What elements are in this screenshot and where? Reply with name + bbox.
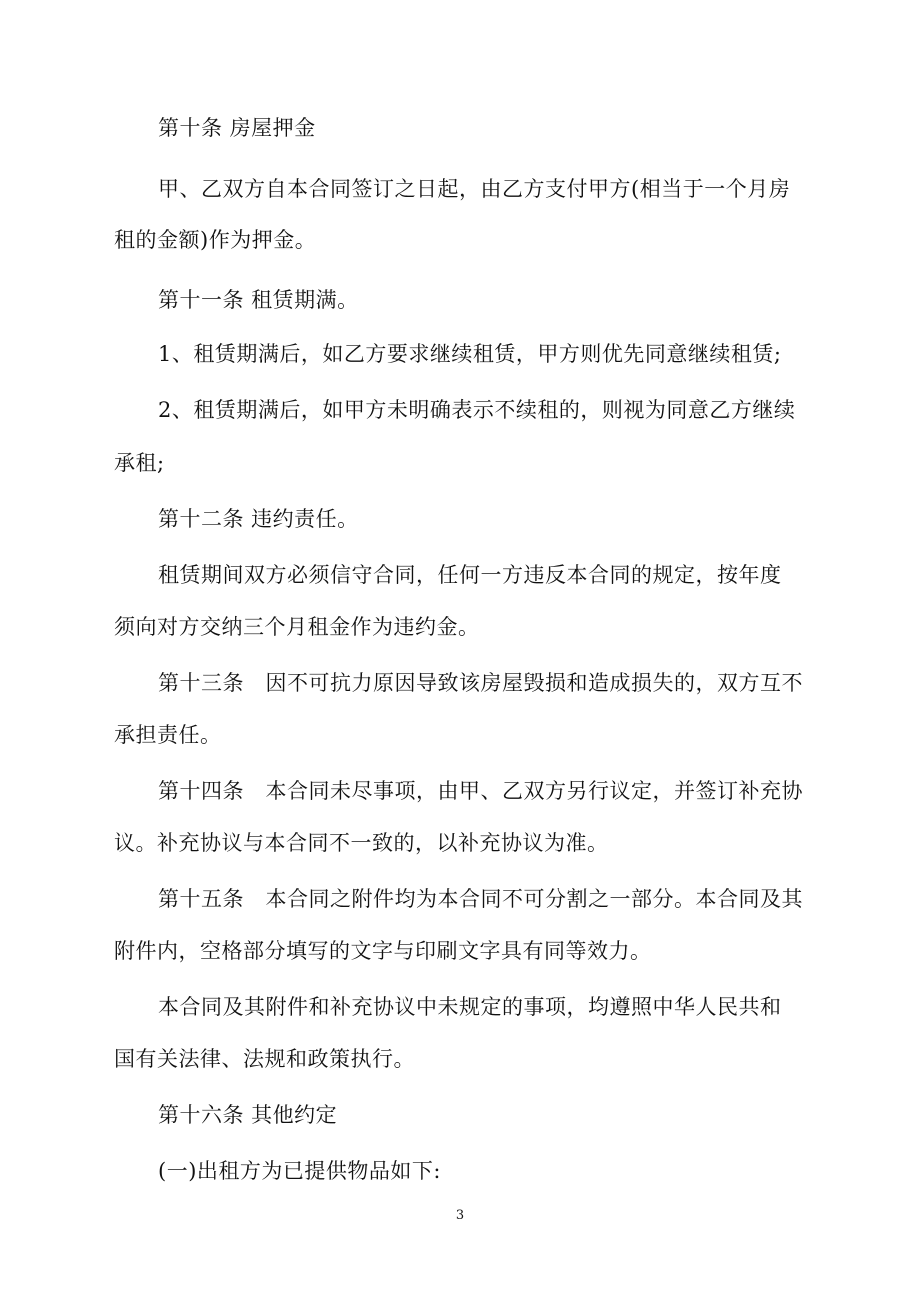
article-10-heading: 第十条 房屋押金 bbox=[158, 116, 316, 140]
article-12-body-line-1: 租赁期间双方必须信守合同，任何一方违反本合同的规定，按年度 bbox=[158, 563, 782, 587]
article-15-line-2: 附件内，空格部分填写的文字与印刷文字具有同等效力。 bbox=[114, 939, 652, 963]
article-16-item-1: (一)出租方为已提供物品如下: bbox=[158, 1159, 441, 1183]
article-10-body-line-2: 租的金额)作为押金。 bbox=[114, 228, 317, 252]
article-16-heading: 第十六条 其他约定 bbox=[158, 1103, 338, 1127]
article-11-heading: 第十一条 租赁期满。 bbox=[158, 288, 359, 312]
article-12-heading: 第十二条 违约责任。 bbox=[158, 507, 359, 531]
page-number: 3 bbox=[455, 1208, 465, 1223]
article-14-line-2: 议。补充协议与本合同不一致的，以补充协议为准。 bbox=[114, 831, 609, 855]
article-11-item-2-line-1: 2、租赁期满后，如甲方未明确表示不续租的，则视为同意乙方继续 bbox=[158, 398, 796, 422]
article-12-body-line-2: 须向对方交纳三个月租金作为违约金。 bbox=[114, 615, 480, 639]
article-15-line-1: 第十五条 本合同之附件均为本合同不可分割之一部分。本合同及其 bbox=[158, 887, 803, 911]
article-13-line-1: 第十三条 因不可抗力原因导致该房屋毁损和造成损失的，双方互不 bbox=[158, 671, 803, 695]
applicable-law-line-1: 本合同及其附件和补充协议中未规定的事项，均遵照中华人民共和 bbox=[158, 995, 782, 1019]
article-11-item-1: 1、租赁期满后，如乙方要求继续租赁，甲方则优先同意继续租赁; bbox=[158, 342, 782, 366]
article-13-line-2: 承担责任。 bbox=[114, 723, 222, 747]
article-14-line-1: 第十四条 本合同未尽事项，由甲、乙双方另行议定，并签订补充协 bbox=[158, 779, 803, 803]
article-11-item-2-line-2: 承租; bbox=[114, 451, 165, 475]
applicable-law-line-2: 国有关法律、法规和政策执行。 bbox=[114, 1047, 415, 1071]
article-10-body-line-1: 甲、乙双方自本合同签订之日起，由乙方支付甲方(相当于一个月房 bbox=[158, 177, 791, 201]
